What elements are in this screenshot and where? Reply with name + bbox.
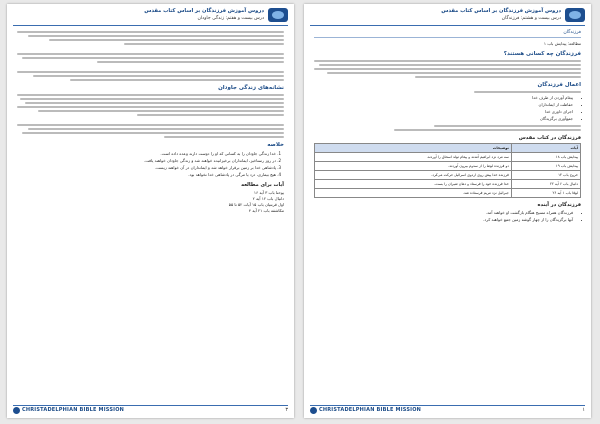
list-item: • فرزندگان همراه مسیح هنگام بازگشت او خواهند آمد. [314,210,573,216]
list-item: • پیغام آوردن از طرف خدا [314,95,573,101]
table-cell: خروج باب ۱۴ [511,171,580,180]
footer-logo-icon [13,407,20,414]
table-header-row [315,144,581,153]
footer-logo-icon [310,407,317,414]
study-verses-heading: آیات برای مطالعه [241,182,284,188]
document-page-right [304,4,591,418]
section-label: فرزندگان [314,29,581,38]
text-block [314,60,581,78]
section-heading: اعمال فرزندگان [537,82,581,88]
page-body [17,29,284,402]
future-heading: فرزندگان در آینده [537,202,581,208]
footer-brand: CHRISTADELPHIAN BIBLE MISSION [22,407,125,413]
list-item: • جمع‌آوری برگزیدگان [314,116,573,122]
study-verse: مکاشفه باب ۲۱ آیه ۴ [248,208,284,213]
section-heading: نشانه‌های زندگی جاودان [218,85,284,91]
page-footer [310,405,585,415]
table-cell: سه مرد نزد ابراهیم آمدند و پیغام تولد اسحاق را آوردند. [315,153,512,162]
list-item: • آنها برگزیدگان را از چهار گوشه زمین جمع خواهند کرد. [314,217,573,223]
table-intro: فرزندگان در کتاب مقدس [518,135,581,141]
angels-table [314,143,581,198]
text-block [17,31,284,45]
study-verse: دانیال باب ۱۲ آیه ۲ [252,196,284,201]
table-row [315,171,581,180]
document-page-left [7,4,294,418]
table-cell: لوقا باب ۱ آیه ۲۶ [511,189,580,198]
column-header: آیات [511,144,580,153]
table-cell: دو فرزنده لوط را از سدوم بیرون آوردند. [315,162,512,171]
table-cell: پیدایش باب ۱۹ [511,162,580,171]
table-row [315,189,581,198]
table-row [315,162,581,171]
list-item: 4. هیچ بیماری، درد یا مرگی در پادشاهی خدا نخواهد بود. [17,172,276,178]
header-rule [13,25,288,26]
footer-brand: CHRISTADELPHIAN BIBLE MISSION [319,407,422,413]
header-title: دروس آموزش فرزندگان بر اساس کتاب مقدس [144,8,264,14]
table-row [315,180,581,189]
table-row [315,153,581,162]
page-number: ۳ [285,407,288,413]
table-cell: خدا فرزنده خود را فرستاد و دهان شیران را بست. [315,180,512,189]
header-subtitle: درس بیست و هفتم: زندگی جاودان [197,16,264,21]
list-item: • اجرای داوری خدا [314,109,573,115]
summary-heading: خلاصه [267,142,284,148]
table-cell: فرزنده خدا پیش روی اردوی اسرائیل حرکت می‌کرد. [315,171,512,180]
summary-list [17,151,276,178]
list-item: 3. پادشاهی خدا بر زمین برقرار خواهد شد و ایمانداران در آن خواهند زیست. [17,165,276,171]
mission-logo-icon [565,8,585,22]
study-verse: اول قرنتیان باب ۱۵ آیات ۵۲ تا ۵۵ [228,202,284,207]
list-item: 1. خدا زندگی جاودان را به کسانی که او را دوست دارند وعده داده است. [17,151,276,157]
list-item: 2. در روز رستاخیز، ایمانداران برخیزانیده خواهند شد و زندگی جاودان خواهند یافت. [17,158,276,164]
list-item: • حفاظت از ایمانداران [314,102,573,108]
future-list [314,210,573,223]
text-block [17,71,284,81]
table-cell: جبرائیل نزد مریم فرستاده شد. [315,189,512,198]
study-verse: یوحنا باب ۳ آیه ۱۶ [253,190,284,195]
page-body [314,29,581,402]
table-cell: دانیال باب ۶ آیه ۲۲ [511,180,580,189]
intro-line: مطالعه: پیدایش باب ۱ [543,41,581,46]
text-block [17,124,284,138]
header-rule [310,25,585,26]
table-cell: پیدایش باب ۱۸ [511,153,580,162]
page-number: ۱ [582,407,585,413]
section-heading: فرزندگان چه کسانی هستند؟ [503,51,581,57]
column-header: توضیحات [315,144,512,153]
mission-logo-icon [268,8,288,22]
text-block [17,94,284,116]
actions-list [314,95,573,122]
text-block [17,53,284,63]
header-title: دروس آموزش فرزندگان بر اساس کتاب مقدس [441,8,561,14]
page-footer [13,405,288,415]
header-subtitle: درس بیست و هشتم: فرزندگان [501,16,561,21]
